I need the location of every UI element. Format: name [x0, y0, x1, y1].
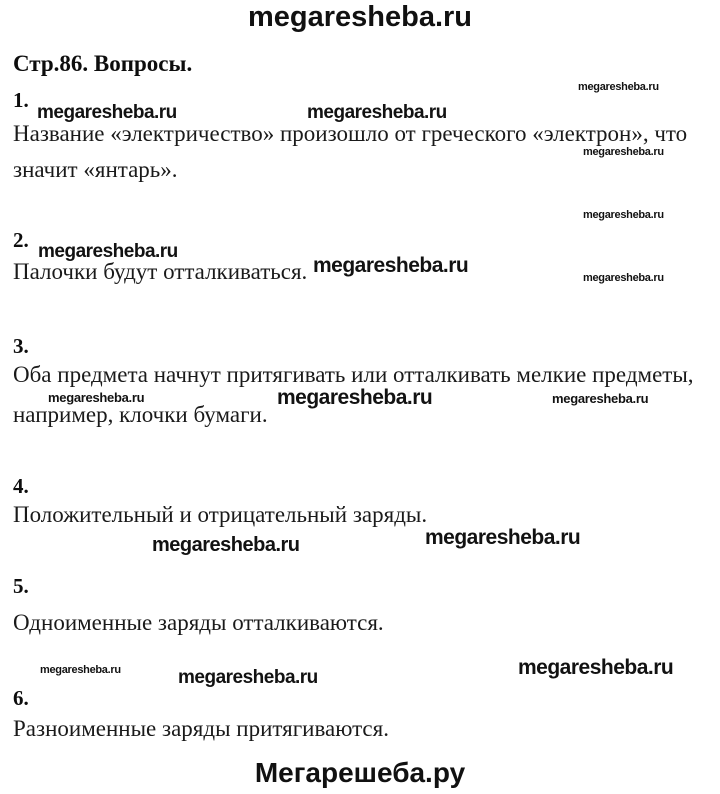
watermark: megaresheba.ru: [518, 656, 674, 679]
watermark: megaresheba.ru: [40, 664, 121, 676]
watermark: megaresheba.ru: [152, 534, 300, 556]
question-number-6: 6.: [13, 686, 29, 710]
watermark: megaresheba.ru: [583, 272, 664, 284]
question-number-1: 1.: [13, 88, 29, 112]
watermark: megaresheba.ru: [277, 386, 433, 409]
question-number-3: 3.: [13, 334, 29, 358]
watermark: megaresheba.ru: [313, 254, 469, 277]
question-number-5: 5.: [13, 574, 29, 598]
question-number-2: 2.: [13, 228, 29, 252]
answer-3-line-2: например, клочки бумаги.: [13, 402, 268, 427]
watermark: megaresheba.ru: [583, 146, 664, 158]
answer-2-line-1: Палочки будут отталкиваться.: [13, 259, 308, 284]
answer-4-line-1: Положительный и отрицательный заряды.: [13, 502, 428, 527]
answer-3-line-1: Оба предмета начнут притягивать или отталкивать мелкие предметы,: [13, 362, 694, 387]
page-title: Стр.86. Вопросы.: [13, 51, 193, 76]
watermark: megaresheba.ru: [552, 391, 649, 406]
site-header-watermark: megaresheba.ru: [247, 1, 473, 33]
watermark: megaresheba.ru: [38, 241, 178, 262]
watermark: megaresheba.ru: [48, 390, 145, 405]
answer-1-line-2: значит «янтарь».: [13, 157, 178, 182]
watermark: megaresheba.ru: [583, 209, 664, 221]
question-number-4: 4.: [13, 474, 29, 498]
watermark: megaresheba.ru: [425, 526, 581, 549]
answer-5-line-1: Одноименные заряды отталкиваются.: [13, 610, 384, 635]
site-footer-brand: Мегарешеба.ру: [254, 757, 466, 788]
watermark: megaresheba.ru: [37, 102, 177, 123]
watermark: megaresheba.ru: [178, 667, 318, 688]
answer-1-line-1: Название «электричество» произошло от греческого «электрон», что: [13, 121, 688, 146]
answer-6-line-1: Разноименные заряды притягиваются.: [13, 716, 389, 741]
watermark: megaresheba.ru: [578, 81, 659, 93]
watermark: megaresheba.ru: [307, 102, 447, 123]
